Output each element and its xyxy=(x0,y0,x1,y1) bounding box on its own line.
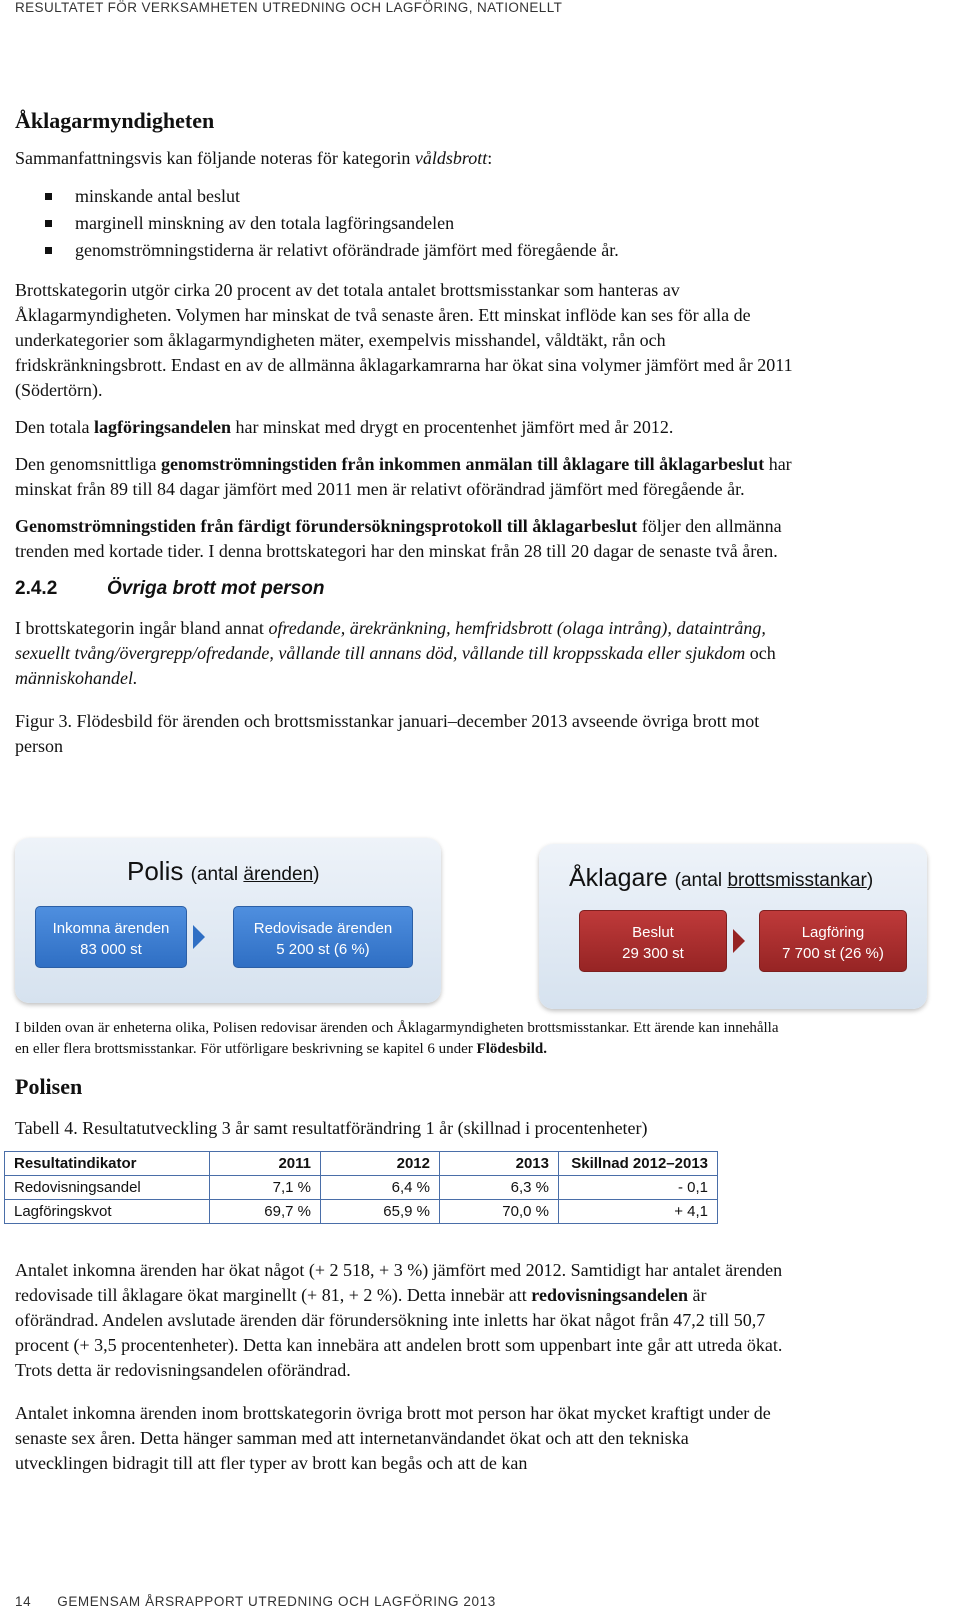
table-header-cell: 2012 xyxy=(321,1152,440,1176)
intro-text: Sammanfattningsvis kan följande noteras för kategorin xyxy=(15,148,415,168)
text: ) xyxy=(313,864,320,885)
summary-bullet-list xyxy=(15,183,805,264)
table-cell: + 4,1 xyxy=(559,1200,718,1224)
text: (antal xyxy=(674,870,728,891)
footer-title: GEMENSAM ÅRSRAPPORT UTREDNING OCH LAGFÖRING 2013 xyxy=(57,1594,496,1609)
running-header: RESULTATET FÖR VERKSAMHETEN UTREDNING OCH LAGFÖRING, NATIONELLT xyxy=(15,0,563,15)
list-item: minskande antal beslut xyxy=(75,183,805,210)
bold-term: Genomströmningstiden från färdigt förundersökningsprotokoll till åklagarbeslut xyxy=(15,516,638,536)
list-item: genomströmningstiderna är relativt oförändrade jämfört med föregående år. xyxy=(75,237,805,264)
beslut-box xyxy=(579,910,727,972)
box-label: Lagföring xyxy=(801,924,865,941)
table-cell: 69,7 % xyxy=(210,1200,321,1224)
page-content xyxy=(15,108,805,771)
text: (antal xyxy=(190,864,244,885)
intro-category: våldsbrott xyxy=(414,148,488,168)
box-value: 83 000 st xyxy=(80,941,142,958)
table-cell: 70,0 % xyxy=(440,1200,559,1224)
paragraph-redovisningsandel xyxy=(15,1258,785,1383)
text: I bilden ovan är enheterna olika, Polisen redovisar ärenden och Åklagarmyndigheten brottsmisstankar. Ett ärende kan innehålla en eller flera brottsmisstankar. För utförligare beskrivning se kapitel 6 under xyxy=(15,1020,779,1057)
text: följer den allmänna trenden med kortade tider. I denna brottskategori har den minskat från 28 till 20 dagar de senaste två åren. xyxy=(15,516,782,561)
section-heading-polisen: Polisen xyxy=(15,1074,83,1099)
text: har minskat med drygt en procentenhet jämfört med år 2012. xyxy=(231,417,674,437)
table-cell: 6,3 % xyxy=(440,1176,559,1200)
bold-term: Flödesbild. xyxy=(476,1041,547,1057)
text: ärenden xyxy=(243,864,314,885)
aklagare-unit xyxy=(675,870,874,891)
table-header-cell: 2011 xyxy=(210,1152,321,1176)
table-row xyxy=(5,1176,718,1200)
text: brottsmisstankar xyxy=(727,870,867,891)
text: Polis xyxy=(127,856,184,886)
subsection-heading xyxy=(15,578,805,600)
bold-term: redovisningsandelen xyxy=(531,1285,689,1305)
table-cell: Redovisningsandel xyxy=(5,1176,210,1200)
flow-arrow xyxy=(193,925,205,949)
box-value: 29 300 st xyxy=(622,945,684,962)
list-item: marginell minskning av den totala lagföringsandelen xyxy=(75,210,805,237)
polis-panel xyxy=(15,838,441,1003)
table-cell: Lagföringskvot xyxy=(5,1200,210,1224)
table-header-row xyxy=(5,1152,718,1176)
table-cell: - 0,1 xyxy=(559,1176,718,1200)
text: I brottskategorin ingår bland annat xyxy=(15,618,269,638)
box-label: Inkomna ärenden xyxy=(52,920,170,937)
paragraph-lagforingsandel xyxy=(15,415,805,440)
text: Den totala xyxy=(15,417,94,437)
page-footer xyxy=(15,1594,496,1609)
paragraph-category-contents xyxy=(15,616,805,691)
paragraph-volume: Brottskategorin utgör cirka 20 procent av det totala antalet brottsmisstankar som hanteras av Åklagarmyndigheten. Volymen har minskat de två senaste åren. Ett minskat inflöde kan ses för alla de underkategorier som åklagarmyndigheten mäter, exempelvis misshandel, våldtäkt, rån och fridskränkningsbrott. Endast en av de allmänna åklagarkamrarna har ökat sina volymer jämfört med år 2011 (Södertörn). xyxy=(15,280,793,400)
summary-intro xyxy=(15,146,805,171)
bold-term: lagföringsandelen xyxy=(93,417,231,437)
aklagare-panel xyxy=(539,844,927,1009)
aklagare-title xyxy=(569,864,873,893)
subsection-title: Övriga brott mot person xyxy=(107,578,325,599)
paragraph-genomstromningstid xyxy=(15,452,805,502)
polis-unit xyxy=(191,864,320,885)
italic-terms: ofredande, ärekränkning, hemfridsbrott (olaga intrång), dataintrång, sexuellt tvång/övergrepp/ofredande, vållande till annans död, vållande till kroppsskada eller sjukdom xyxy=(15,618,766,663)
table-row xyxy=(5,1200,718,1224)
text: är oförändrad. Andelen avslutade ärenden där förundersökning inte inletts har ökat något från 47,2 till 50,7 procent (+ 3,5 procentenheter). Detta kan innebära att andelen brott som uppenbart inte går att utreda ökat. Trots detta är redovisningsandelen oförändrad. xyxy=(15,1285,783,1380)
redovisade-arenden-box xyxy=(233,906,413,968)
figure-note xyxy=(15,1018,785,1060)
box-label: Beslut xyxy=(632,924,674,941)
subsection-number: 2.4.2 xyxy=(15,578,58,599)
inkomna-arenden-box xyxy=(35,906,187,968)
box-label: Redovisade ärenden xyxy=(253,920,393,937)
table-caption: Tabell 4. Resultatutveckling 3 år samt resultatförändring 1 år (skillnad i procentenheter) xyxy=(15,1118,648,1138)
paragraph-trend: Antalet inkomna ärenden inom brottskategorin övriga brott mot person har ökat mycket kraftigt under de senaste sex åren. Detta hänger samman med att internetanvändandet ökat och att den tekniska utvecklingen bidragit till att fler typer av brott kan begås och att de kan xyxy=(15,1403,771,1473)
table-header-cell: Resultatindikator xyxy=(5,1152,210,1176)
box-value: 7 700 st (26 %) xyxy=(782,945,884,962)
text: Den genomsnittliga xyxy=(15,454,161,474)
box-value: 5 200 st (6 %) xyxy=(276,941,370,958)
page-number: 14 xyxy=(15,1594,32,1609)
table-header-cell: Skillnad 2012–2013 xyxy=(559,1152,718,1176)
italic-term: människohandel. xyxy=(15,668,138,688)
section-heading-aklagarmyndigheten: Åklagarmyndigheten xyxy=(15,108,215,133)
intro-colon: : xyxy=(487,148,493,168)
table-cell: 65,9 % xyxy=(321,1200,440,1224)
figure-caption: Figur 3. Flödesbild för ärenden och brottsmisstankar januari–december 2013 avseende övriga brott mot person xyxy=(15,711,760,756)
text: och xyxy=(745,643,776,663)
flow-diagram xyxy=(15,838,950,1018)
text: Åklagare xyxy=(569,864,668,892)
lower-content xyxy=(15,1008,785,1488)
text: ) xyxy=(866,870,874,891)
table-cell: 7,1 % xyxy=(210,1176,321,1200)
paragraph-fu-protokoll xyxy=(15,514,805,564)
text: Antalet inkomna ärenden har ökat något (+ 2 518, + 3 %) jämfört med 2012. Samtidigt har antalet ärenden redovisade till åklagare ökat marginellt (+ 81, + 2 %). Detta innebär att xyxy=(15,1260,783,1305)
result-table xyxy=(4,1151,718,1224)
text: har minskat från 89 till 84 dagar jämfört med 2011 men är relativt oförändrad jämfört med föregående år. xyxy=(15,454,792,499)
table-cell: 6,4 % xyxy=(321,1176,440,1200)
lagforing-box xyxy=(759,910,907,972)
bold-term: genomströmningstiden från inkommen anmälan till åklagare till åklagarbeslut xyxy=(160,454,765,474)
table-header-cell: 2013 xyxy=(440,1152,559,1176)
polis-title xyxy=(127,856,319,887)
flow-arrow xyxy=(733,929,745,953)
